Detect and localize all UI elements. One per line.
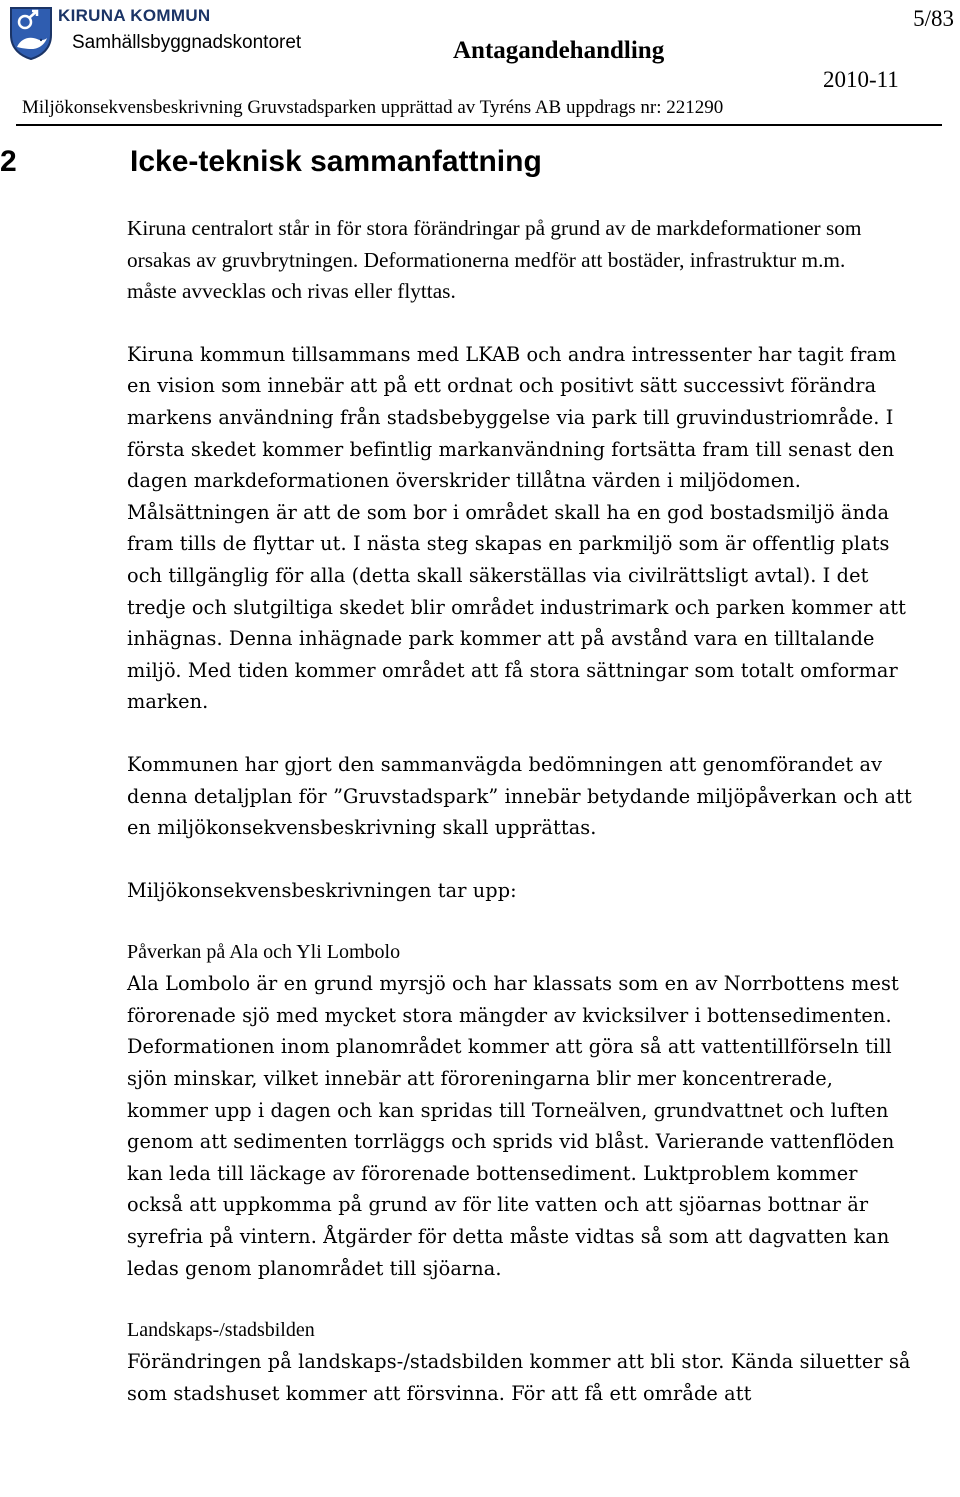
kiruna-coat-of-arms-icon — [8, 5, 54, 61]
page-number: 5/83 — [913, 6, 954, 31]
section-number: 2 — [0, 145, 17, 178]
subsection-heading-landscape: Landskaps-/stadsbilden — [127, 1319, 315, 1342]
section-title: Icke-teknisk sammanfattning — [130, 145, 542, 178]
assessment-paragraph: Kommunen har gjort den sammanvägda bedömningen att genomförandet av denna detaljplan för ”Gruvstadspark” innebär betydande miljöpåverkan och att en miljökonsekvensbeskrivning skall upprättas. — [127, 752, 912, 840]
page-header — [0, 0, 960, 130]
document-body — [127, 213, 917, 1409]
topics-lead-paragraph: Miljökonsekvensbeskrivningen tar upp: — [127, 878, 517, 902]
subsection-text-lombolo: Ala Lombolo är en grund myrsjö och har klassats som en av Norrbottens mest förorenade sjö med mycket stora mängder av kvicksilver i bottensedimenten. Deformationen inom planområdet kommer att göra så att vattentillförseln till sjön minskar, vilket innebär att föroreningarna blir mer koncentrerade, kommer upp i dagen och kan spridas till Torneälven, grundvattnet och luften genom att sedimenten torrläggs och sprids vid blåst. Varierande vattenflöden kan leda till läckage av förorenade bottensediment. Luktproblem kommer också att uppkomma på grund av för lite vatten och att sjöarnas bottnar är syrefria på vintern. Åtgärder för detta måste vidtas så som att dagvatten kan ledas genom planområdet till sjöarna. — [127, 972, 899, 1280]
header-divider — [16, 124, 942, 126]
document-date: 2010-11 — [823, 67, 899, 92]
document-subtitle: Miljökonsekvensbeskrivning Gruvstadsparken upprättad av Tyréns AB uppdrags nr: 221290 — [22, 97, 724, 118]
document-status: Antagandehandling — [453, 37, 665, 64]
intro-paragraph: Kiruna centralort står in för stora förändringar på grund av de markdeformationer som orsakas av gruvbrytningen. Deformationerna medför att bostäder, infrastruktur m.m. måste avvecklas och rivas eller flyttas. — [127, 216, 862, 304]
municipality-name: KIRUNA KOMMUN — [58, 6, 211, 25]
subsection-text-landscape: Förändringen på landskaps-/stadsbilden kommer att bli stor. Kända siluetter så som stadshuset kommer att försvinna. För att få ett område att — [127, 1350, 911, 1405]
vision-paragraph: Kiruna kommun tillsammans med LKAB och andra intressenter har tagit fram en vision som innebär att på ett ordnat och positivt sätt successivt förändra markens användning från stadsbebyggelse via park till gruvindustriområde. I första skedet kommer befintlig markanvändning fortsätta fram till senast den dagen markdeformationen överskrider tillåtna värden i miljödomen. Målsättningen är att de som bor i området skall ha en god bostadsmiljö ända fram tills de flyttar ut. I nästa steg skapas en parkmiljö som är offentlig plats och tillgänglig för alla (detta skall säkerställas via civilrättsligt avtal). I det tredje och slutgiltiga skedet blir området industrimark och parken kommer att inhägnas. Denna inhägnade park kommer att på avstånd vara en tilltalande miljö. Med tiden kommer området att få stora sättningar som totalt omformar marken. — [127, 342, 906, 714]
office-name: Samhällsbyggnadskontoret — [72, 32, 302, 53]
subsection-heading-lombolo: Påverkan på Ala och Yli Lombolo — [127, 941, 401, 964]
